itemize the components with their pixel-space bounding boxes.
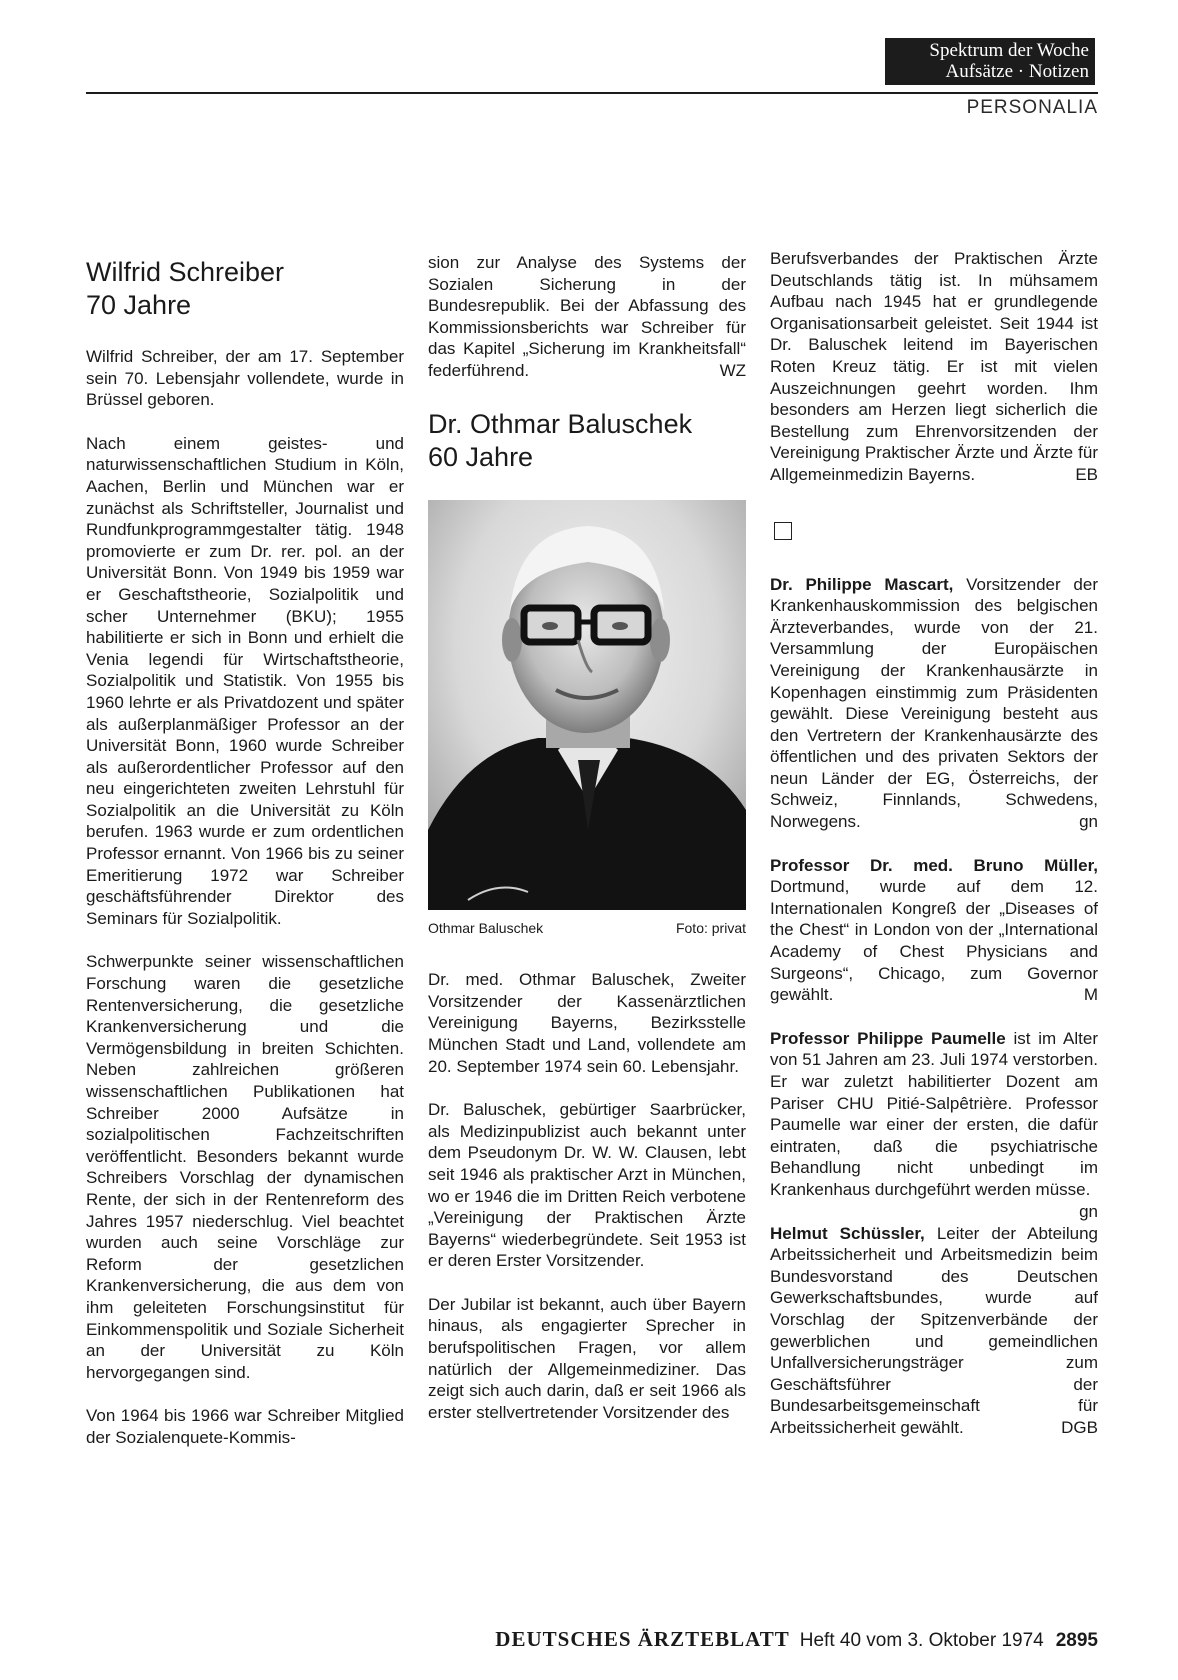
article2-signature: EB bbox=[1075, 464, 1098, 484]
photo-caption bbox=[428, 918, 746, 940]
notice-person: Professor Philippe Paumelle bbox=[770, 1028, 1006, 1048]
portrait-photo bbox=[428, 500, 746, 910]
article2-title-line2: 60 Jahre bbox=[428, 441, 534, 472]
article1-paragraph: Schwerpunkte seiner wissenschaftlichen Forschung waren die gesetzliche Rentenversicherung, die gesetzliche Krankenversicherung und die Vermögensbildung in breiten Schichten. Neben zahlreichen größeren wissenschaftlichen Publikationen hat Schreiber 2000 Aufsätze in sozialpolitischen Fachzeitschriften veröffentlicht. Besonders bekannt wurde Schreibers Vorschlag der dynamischen Rente, der sich in der Rentenreform des Jahres 1957 niederschlug. Viel beachtet wurden auch seine Vorschläge zur Reform der gesetzlichen Krankenversicherung, die aus dem von ihm geleiteten Forschungsinstitut für Einkommenspolitik und Soziale Sicherheit an der Universität zu Köln hervorgegangen sind. bbox=[86, 952, 404, 1382]
column-2 bbox=[428, 252, 746, 1423]
notice-signature: DGB bbox=[1061, 1417, 1098, 1437]
section-title: PERSONALIA bbox=[966, 97, 1098, 118]
column-3 bbox=[770, 248, 1098, 1439]
article2-headline bbox=[428, 408, 746, 474]
notice-person: Professor Dr. med. Bruno Müller, bbox=[770, 855, 1098, 875]
notice-text: Vorsitzender der Krankenhauskommission des belgischen Ärzteverbandes, wurde von der 21. Versammlung der Europäischen Vereinigung der Krankenhausärzte in Kopenhagen einstimmig zum Präsidenten gewählt. Diese Vereinigung besteht aus den Vertretern der Krankenhausärzte des öffentlichen und des privaten Sektors der neun Länder der EG, Österreichs, der Schweiz, Finnlands, Schwedens, Norwegens. bbox=[770, 574, 1098, 832]
article1-continuation-text: sion zur Analyse des Systems der Sozialen Sicherung in der Bundesrepublik. Bei der Abfassung des Kommissionsberichts war Schreiber für das Kapitel „Sicherung im Krankheitsfall“ federführend. bbox=[428, 253, 746, 380]
article1-signature: WZ bbox=[719, 360, 746, 380]
notice-signature: M bbox=[1083, 985, 1098, 1005]
notice-item bbox=[770, 1223, 1098, 1439]
page-footer bbox=[440, 1627, 1098, 1652]
notice-text: ist im Alter von 51 Jahren am 23. Juli 1974 verstorben. Er war zuletzt habilitierter Dozent am Pariser CHU Pitié-Salpêtrière. Professor Paumelle war einer der ersten, die dafür eintraten, daß die psychiatrische Behandlung nicht unbedingt im Krankenhaus durchgeführt werden müsse. bbox=[770, 1028, 1099, 1199]
end-of-article-box-icon bbox=[774, 522, 792, 540]
notice-person: Helmut Schüssler, bbox=[770, 1223, 925, 1243]
notice-item bbox=[770, 1028, 1099, 1221]
section-badge-line2: Aufsätze · Notizen bbox=[945, 61, 1089, 82]
notice-text: Dortmund, wurde auf dem 12. Internationalen Kongreß der „Diseases of the Chest“ in London von der „International Academy of Chest Physicians and Surgeons“, Chicago, zum Governor gewählt. bbox=[770, 877, 1098, 1005]
section-badge bbox=[885, 38, 1095, 85]
article1-title-line2: 70 Jahre bbox=[86, 290, 192, 320]
article2-paragraph: Dr. Baluschek, gebürtiger Saarbrücker, als Medizinpublizist auch bekannt unter dem Pseudonym Dr. W. W. Clausen, lebt seit 1946 als praktischer Arzt in München, wo er 1946 die im Dritten Reich verbotene „Vereinigung der Praktischen Ärzte Bayerns“ wiederbegründete. Seit 1953 ist er deren Erster Vorsitzender. bbox=[428, 1100, 746, 1271]
section-badge-line1: Spektrum der Woche bbox=[929, 40, 1089, 61]
article1-title-line1: Wilfrid Schreiber bbox=[86, 257, 285, 287]
article1-continuation bbox=[428, 252, 746, 382]
photo-caption-credit: Foto: privat bbox=[675, 919, 746, 936]
article1-paragraph: Wilfrid Schreiber, der am 17. September sein 70. Lebensjahr vollendete, wurde in Brüssel geboren. bbox=[86, 347, 404, 410]
article2-continuation-text: Berufsverbandes der Praktischen Ärzte Deutschlands tätig ist. In mühsamem Aufbau nach 1945 hat er grundlegende Organisationsarbeit geleistet. Seit 1944 ist Dr. Baluschek leitend im Bayerischen Roten Kreuz tätig. Er ist mit vielen Auszeichnungen geehrt worden. Ihm besonders am Herzen liegt sicherlich die Bestellung zum Ehrenvorsitzenden der Vereinigung Praktischer Ärzte und Ärzte für Allgemeinmedizin Bayerns. bbox=[770, 249, 1098, 484]
article1-paragraph: Nach einem geistes- und naturwissenschaftlichen Studium in Köln, Aachen, Berlin und München war er zunächst als Schriftsteller, Journalist und Rundfunkprogrammgestalter tätig. 1948 promovierte er zum Dr. rer. pol. an der Universität Bonn. Von 1949 bis 1959 war er Geschaftstheorie, Sozialpolitik und scher Unternehmer (BKU); 1955 habilitierte er sich in Bonn und erhielt die Venia legendi für Wirtschaftstheorie, Sozialpolitik und Statistik. Von 1955 bis 1960 lehrte er als Privatdozent und später als außerplanmäßiger Professor an der Universität Bonn, 1960 wurde Schreiber als außerordentlicher Professor auf den neu eingerichteten zweiten Lehrstuhl für Sozialpolitik an die Universität zu Köln berufen. 1963 wurde er zum ordentlichen Professor ernannt. Von 1966 bis zu seiner Emeritierung 1972 war Schreiber geschäftsführender Direktor des Seminars für Sozialpolitik. bbox=[86, 433, 404, 928]
notice-item bbox=[770, 574, 1098, 833]
notice-text: Leiter der Abteilung Arbeitssicherheit und Arbeitsmedizin beim Bundesvorstand des Deutschen Gewerkschaftsbundes, wurde auf Vorschlag der Spitzenverbände der gewerblichen und gemeindlichen Unfallversicherungsträger zum Geschäftsführer der Bundesarbeitsgemeinschaft für Arbeitssicherheit gewählt. bbox=[770, 1223, 1099, 1437]
photo-caption-name: Othmar Baluschek bbox=[428, 919, 544, 936]
portrait-illustration bbox=[428, 500, 746, 910]
notice-person: Dr. Philippe Mascart, bbox=[770, 574, 954, 594]
article2-continuation bbox=[770, 248, 1098, 486]
article2-paragraph: Dr. med. Othmar Baluschek, Zweiter Vorsitzender der Kassenärztlichen Vereinigung Bayerns, Bezirksstelle München Stadt und Land, vollendete am 20. September 1974 sein 60. Lebensjahr. bbox=[428, 970, 746, 1076]
issue-info: Heft 40 vom 3. Oktober 1974 bbox=[799, 1630, 1044, 1651]
article2-title-line1: Dr. Othmar Baluschek bbox=[428, 408, 693, 439]
notice-item bbox=[770, 855, 1098, 1006]
notice-signature: gn bbox=[1079, 812, 1098, 832]
article2-paragraph: Der Jubilar ist bekannt, auch über Bayern hinaus, als engagierter Sprecher in berufspolitischen Fragen, vor allem natürlich der Allgemeinmediziner. Das zeigt sich auch darin, daß er seit 1966 als erster stellvertretender Vorsitzender des bbox=[428, 1294, 746, 1422]
page-number: 2895 bbox=[1055, 1630, 1098, 1651]
notice-signature: gn bbox=[1079, 1201, 1098, 1221]
header-rule bbox=[86, 92, 1098, 94]
column-1 bbox=[86, 256, 404, 1449]
article1-paragraph: Von 1964 bis 1966 war Schreiber Mitglied der Sozialenquete-Kommis- bbox=[86, 1406, 404, 1447]
article1-headline bbox=[86, 256, 404, 322]
journal-name: DEUTSCHES ÄRZTEBLATT bbox=[495, 1627, 790, 1651]
